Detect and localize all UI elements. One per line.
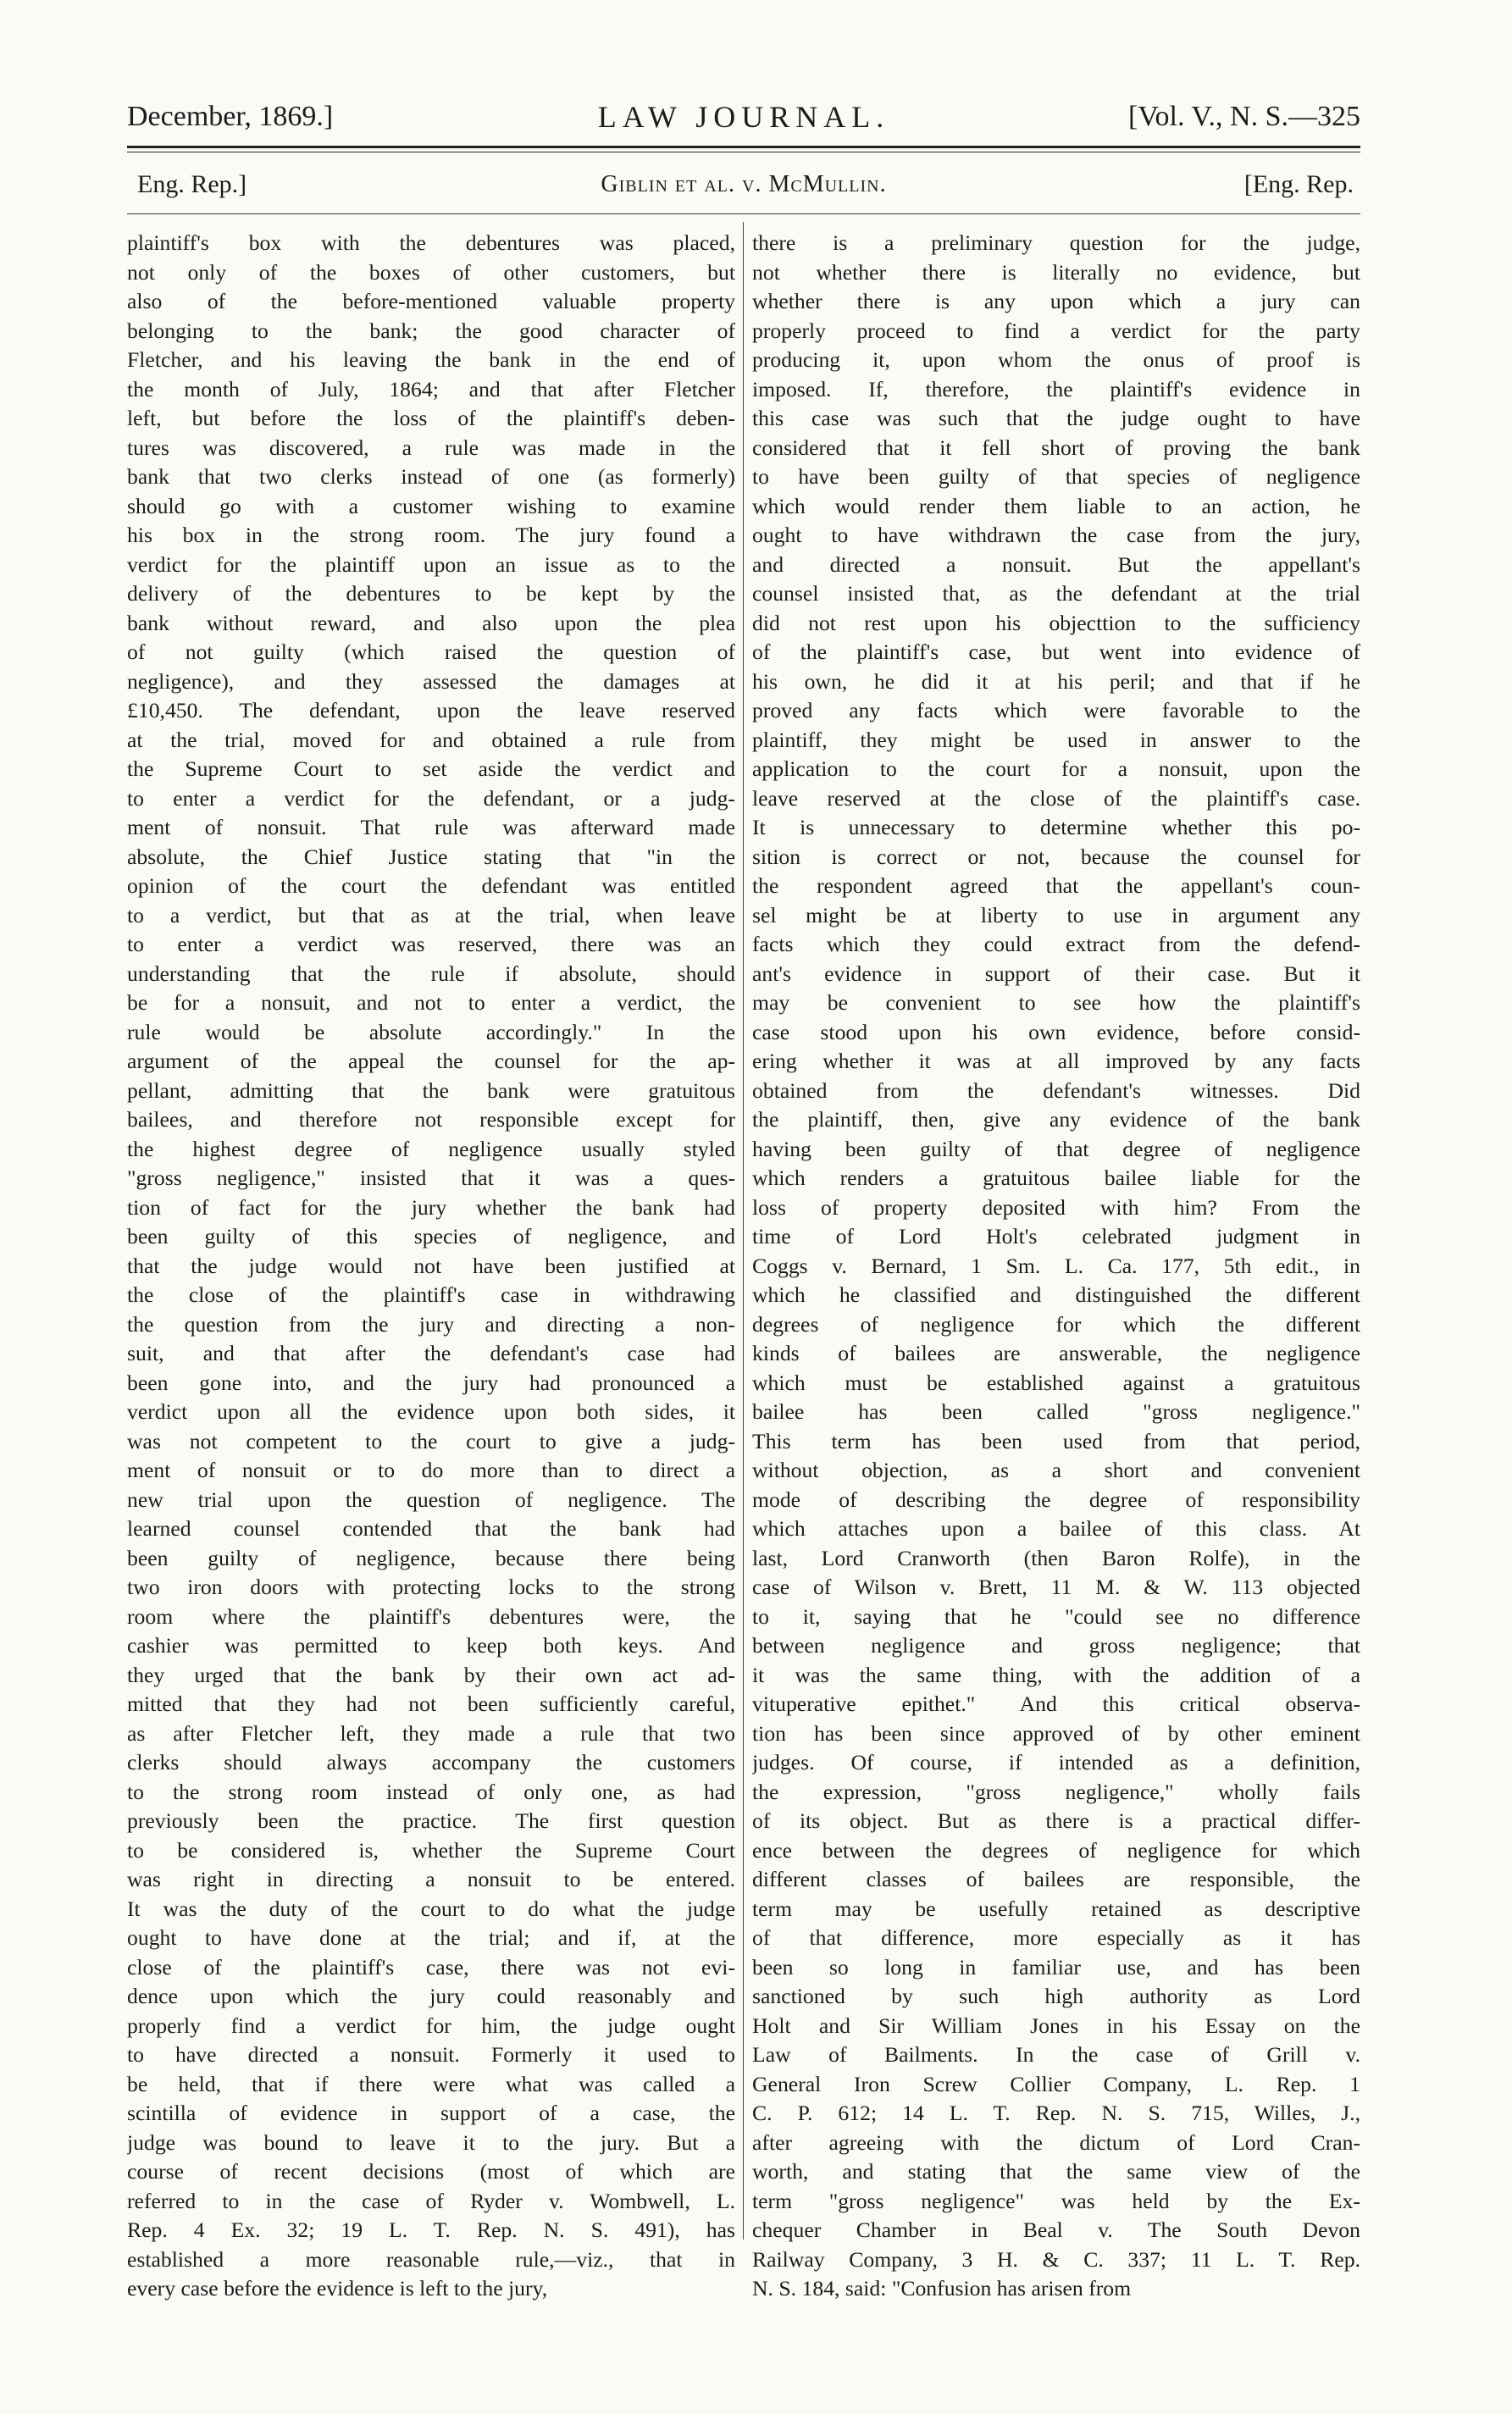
text-line: "gross negligence," insisted that it was a ques- (127, 1165, 735, 1190)
text-line: be held, that if there were what was called a (127, 2071, 735, 2096)
text-line: learned counsel contended that the bank had (127, 1516, 735, 1541)
text-line: C. P. 612; 14 L. T. Rep. N. S. 715, Willes, J., (752, 2101, 1360, 2125)
text-line: Rep. 4 Ex. 32; 19 L. T. Rep. N. S. 491), has (127, 2217, 735, 2242)
text-line: judge was bound to leave it to the jury. But a (127, 2129, 735, 2155)
text-line: Railway Company, 3 H. & C. 337; 11 L. T. Rep. (752, 2246, 1360, 2272)
text-line: be for a nonsuit, and not to enter a verdict, the (127, 990, 735, 1015)
text-line: ence between the degrees of negligence for which (752, 1837, 1360, 1863)
text-line: £10,450. The defendant, upon the leave reserved (127, 698, 735, 723)
text-line: the respondent agreed that the appellant's coun- (752, 873, 1360, 898)
case-title: Giblin et al. v. McMullin. (601, 171, 887, 197)
text-line: leave reserved at the close of the plaintiff's case. (752, 785, 1360, 811)
text-line: having been guilty of that degree of negligence (752, 1136, 1360, 1161)
case-header-rule (127, 213, 1360, 214)
text-line: case stood upon his own evidence, before consid- (752, 1019, 1360, 1044)
text-line: his own, he did it at his peril; and that if he (752, 668, 1360, 694)
text-line: been guilty of negligence, because there being (127, 1545, 735, 1570)
text-line: and directed a nonsuit. But the appellant's (752, 551, 1360, 577)
text-line: established a more reasonable rule,—viz., that in (127, 2246, 735, 2272)
text-line: the Supreme Court to set aside the verdict and (127, 756, 735, 781)
text-line: bailee has been called "gross negligence." (752, 1399, 1360, 1424)
text-line: to a verdict, but that as at the trial, when leave (127, 902, 735, 927)
text-line: bank without reward, and also upon the plea (127, 610, 735, 635)
text-line: sition is correct or not, because the counsel for (752, 844, 1360, 869)
text-line: term "gross negligence" was held by the Ex- (752, 2188, 1360, 2213)
text-line: case of Wilson v. Brett, 11 M. & W. 113 objected (752, 1575, 1360, 1599)
text-line: scintilla of evidence in support of a case, the (127, 2101, 735, 2125)
text-line: the highest degree of negligence usually styled (127, 1136, 735, 1161)
text-line: which would render them liable to an action, he (752, 493, 1360, 518)
text-line: of the plaintiff's case, but went into evidence of (752, 639, 1360, 664)
text-line: as after Fletcher left, they made a rule that two (127, 1720, 735, 1746)
text-line: clerks should always accompany the customers (127, 1750, 735, 1775)
text-line: close of the plaintiff's case, there was not evi- (127, 1954, 735, 1979)
text-line: may be convenient to see how the plaintiff's (752, 990, 1360, 1015)
text-line: considered that it fell short of proving the bank (752, 435, 1360, 460)
text-line: been so long in familiar use, and has been (752, 1954, 1360, 1979)
text-line: plaintiff, they might be used in answer to the (752, 727, 1360, 752)
text-line: N. S. 184, said: "Confusion has arisen from (752, 2276, 1132, 2300)
text-line: kinds of bailees are answerable, the negligence (752, 1341, 1360, 1365)
text-line: argument of the appeal the counsel for the ap- (127, 1049, 735, 1073)
text-line: was not competent to the court to give a judg- (127, 1428, 735, 1453)
report-tag-right: [Eng. Rep. (1243, 170, 1354, 198)
text-line: time of Lord Holt's celebrated judgment in (752, 1224, 1360, 1249)
text-line: chequer Chamber in Beal v. The South Devon (752, 2217, 1360, 2242)
text-line: bailees, and therefore not responsible except for (127, 1107, 735, 1132)
text-line: belonging to the bank; the good character of (127, 318, 735, 343)
text-line: to enter a verdict was reserved, there was an (127, 932, 735, 956)
text-line: tures was discovered, a rule was made in the (127, 435, 735, 460)
text-line: ought to have withdrawn the case from the jury, (752, 523, 1360, 547)
text-line: previously been the practice. The first question (127, 1808, 735, 1833)
text-line: did not rest upon his objecttion to the sufficiency (752, 610, 1360, 635)
text-line: Law of Bailments. In the case of Grill v. (752, 2042, 1360, 2067)
text-line: worth, and stating that the same view of the (752, 2159, 1360, 2184)
text-line: rule would be absolute accordingly." In the (127, 1019, 735, 1044)
text-line: to be considered is, whether the Supreme Court (127, 1837, 735, 1863)
running-header (127, 95, 1360, 139)
text-line: to the strong room instead of only one, as had (127, 1779, 735, 1804)
text-line: ment of nonsuit or to do more than to direct a (127, 1458, 735, 1482)
text-line: sel might be at liberty to use in argument any (752, 902, 1360, 927)
text-line: referred to in the case of Ryder v. Wombwell, L. (127, 2188, 735, 2213)
text-line: ering whether it was at all improved by any facts (752, 1049, 1360, 1073)
text-line: absolute, the Chief Justice stating that "in the (127, 844, 735, 869)
text-line: verdict for the plaintiff upon an issue as to the (127, 551, 735, 577)
text-line: mitted that they had not been sufficiently careful, (127, 1691, 735, 1716)
text-line: application to the court for a nonsuit, upon the (752, 756, 1360, 781)
text-line: imposed. If, therefore, the plaintiff's evidence in (752, 376, 1360, 401)
text-line: delivery of the debentures to be kept by the (127, 581, 735, 606)
text-line: whether there is any upon which a jury can (752, 289, 1360, 313)
report-tag-left: Eng. Rep.] (137, 170, 247, 198)
text-line: which he classified and distinguished the different (752, 1282, 1360, 1307)
text-line: facts which they could extract from the defend- (752, 932, 1360, 956)
text-line: last, Lord Cranworth (then Baron Rolfe), in the (752, 1545, 1360, 1570)
header-rule (127, 146, 1360, 152)
right-column (752, 229, 1360, 2304)
text-line: also of the before-mentioned valuable property (127, 289, 735, 313)
text-line: obtained from the defendant's witnesses. Did (752, 1077, 1360, 1103)
text-line: it was the same thing, with the addition of a (752, 1662, 1360, 1687)
text-line: understanding that the rule if absolute, should (127, 961, 735, 986)
text-line: proved any facts which were favorable to the (752, 698, 1360, 723)
text-line: This term has been used from that period, (752, 1428, 1360, 1453)
text-line: counsel insisted that, as the defendant at the trial (752, 581, 1360, 606)
text-line: dence upon which the jury could reasonably and (127, 1984, 735, 2008)
text-line: there is a preliminary question for the judge, (752, 230, 1360, 255)
text-line: plaintiff's box with the debentures was placed, (127, 230, 735, 255)
text-line: been gone into, and the jury had pronounced a (127, 1370, 735, 1395)
text-line: which must be established against a gratuitous (752, 1370, 1360, 1395)
text-line: ought to have done at the trial; and if, at the (127, 1925, 735, 1950)
case-header (127, 166, 1360, 203)
text-line: Coggs v. Bernard, 1 Sm. L. Ca. 177, 5th edit., in (752, 1253, 1360, 1278)
text-line: was right in directing a nonsuit to be entered. (127, 1867, 735, 1891)
text-line: two iron doors with protecting locks to the strong (127, 1575, 735, 1599)
text-line: not whether there is literally no evidence, but (752, 259, 1360, 285)
text-line: loss of property deposited with him? From the (752, 1194, 1360, 1220)
text-line: suit, and that after the defendant's case had (127, 1341, 735, 1365)
text-line: his box in the strong room. The jury found a (127, 523, 735, 547)
text-line: the plaintiff, then, give any evidence of the bank (752, 1107, 1360, 1132)
text-line: not only of the boxes of other customers, but (127, 259, 735, 285)
issue-date: December, 1869.] (127, 101, 334, 132)
text-line: which attaches upon a bailee of this class. At (752, 1516, 1360, 1541)
text-line: Fletcher, and his leaving the bank in the end of (127, 347, 735, 372)
text-line: sanctioned by such high authority as Lord (752, 1984, 1360, 2008)
text-line: the expression, "gross negligence," wholly fails (752, 1779, 1360, 1804)
text-line: of that difference, more especially as it has (752, 1925, 1360, 1950)
text-line: properly proceed to find a verdict for the party (752, 318, 1360, 343)
text-line: Holt and Sir William Jones in his Essay on the (752, 2013, 1360, 2038)
text-line: without objection, as a short and convenient (752, 1458, 1360, 1482)
text-line: of not guilty (which raised the question of (127, 639, 735, 664)
text-line: the question from the jury and directing a non- (127, 1311, 735, 1337)
text-line: they urged that the bank by their own act ad- (127, 1662, 735, 1687)
text-line: been guilty of this species of negligence, and (127, 1224, 735, 1249)
text-line: which renders a gratuitous bailee liable for the (752, 1165, 1360, 1190)
left-column (127, 229, 735, 2304)
text-line: properly find a verdict for him, the judge ought (127, 2013, 735, 2038)
text-line: opinion of the court the defendant was entitled (127, 873, 735, 898)
journal-title: LAW JOURNAL. (597, 100, 890, 134)
text-line: different classes of bailees are responsible, the (752, 1867, 1360, 1891)
text-line: between negligence and gross negligence; that (752, 1633, 1360, 1658)
text-line: should go with a customer wishing to examine (127, 493, 735, 518)
text-line: left, but before the loss of the plaintiff's deben- (127, 406, 735, 430)
text-line: vituperative epithet." And this critical observa- (752, 1691, 1360, 1716)
text-line: to have directed a nonsuit. Formerly it used to (127, 2042, 735, 2067)
volume-page-number: [Vol. V., N. S.—325 (1128, 101, 1360, 132)
text-line: to have been guilty of that species of negligence (752, 464, 1360, 489)
text-line: degrees of negligence for which the different (752, 1311, 1360, 1337)
text-line: after agreeing with the dictum of Lord Cran- (752, 2129, 1360, 2155)
text-line: ant's evidence in support of their case. But it (752, 961, 1360, 986)
text-line: term may be usefully retained as descriptive (752, 1896, 1360, 1921)
column-divider (743, 222, 744, 2240)
text-line: this case was such that the judge ought to have (752, 406, 1360, 430)
text-line: pellant, admitting that the bank were gratuitous (127, 1077, 735, 1103)
text-line: It is unnecessary to determine whether this po- (752, 815, 1360, 839)
text-line: cashier was permitted to keep both keys. And (127, 1633, 735, 1658)
text-line: verdict upon all the evidence upon both sides, it (127, 1399, 735, 1424)
text-line: judges. Of course, if intended as a definition, (752, 1750, 1360, 1775)
text-line: to enter a verdict for the defendant, or a judg- (127, 785, 735, 811)
text-line: that the judge would not have been justified at (127, 1253, 735, 1278)
text-line: the close of the plaintiff's case in withdrawing (127, 1282, 735, 1307)
text-line: course of recent decisions (most of which are (127, 2159, 735, 2184)
text-line: ment of nonsuit. That rule was afterward made (127, 815, 735, 839)
text-line: General Iron Screw Collier Company, L. Rep. 1 (752, 2071, 1360, 2096)
text-line: tion has been since approved of by other eminent (752, 1720, 1360, 1746)
text-line: mode of describing the degree of responsibility (752, 1487, 1360, 1512)
text-line: It was the duty of the court to do what the judge (127, 1896, 735, 1921)
text-line: negligence), and they assessed the damages at (127, 668, 735, 694)
text-line: to it, saying that he "could see no difference (752, 1603, 1360, 1629)
text-line: room where the plaintiff's debentures were, the (127, 1603, 735, 1629)
text-line: bank that two clerks instead of one (as formerly) (127, 464, 735, 489)
text-line: of its object. But as there is a practical differ- (752, 1808, 1360, 1833)
text-line: at the trial, moved for and obtained a rule from (127, 727, 735, 752)
text-line: the month of July, 1864; and that after Fletcher (127, 376, 735, 401)
text-line: every case before the evidence is left to the jury, (127, 2276, 548, 2300)
text-line: new trial upon the question of negligence. The (127, 1487, 735, 1512)
text-line: producing it, upon whom the onus of proof is (752, 347, 1360, 372)
text-line: tion of fact for the jury whether the bank had (127, 1194, 735, 1220)
